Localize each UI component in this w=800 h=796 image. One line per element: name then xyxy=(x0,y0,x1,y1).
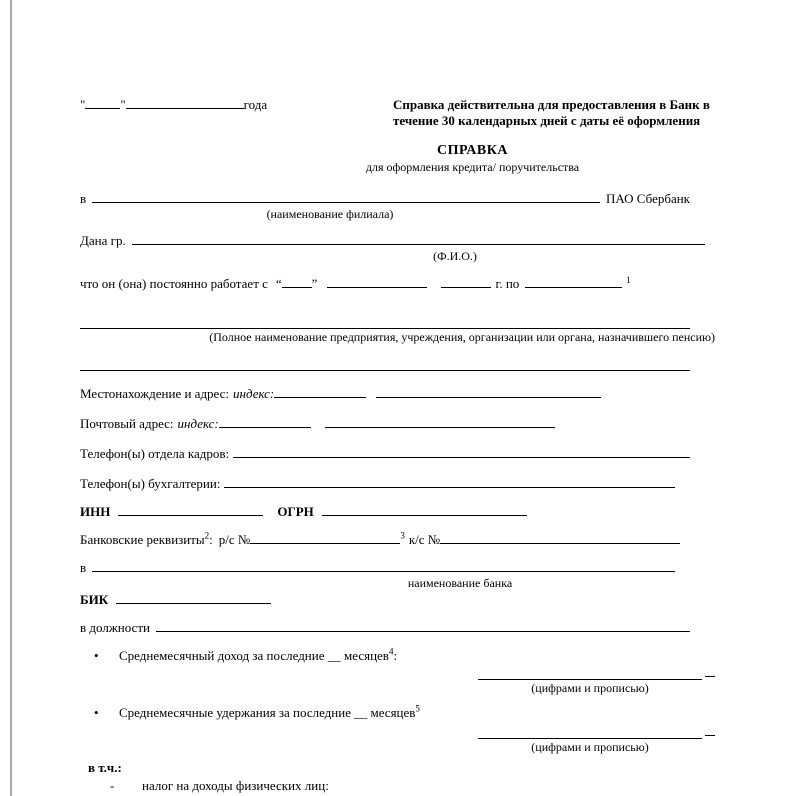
bank-name-prefix: в xyxy=(80,560,87,575)
bullet-icon: • xyxy=(94,648,99,663)
hr-phone-row xyxy=(80,446,690,462)
postal-row xyxy=(80,416,715,432)
income-amount-line[interactable] xyxy=(478,669,702,680)
position-row xyxy=(80,620,690,636)
footnote-2: 2 xyxy=(204,530,210,541)
hr-phone-label: Телефон(ы) отдела кадров: xyxy=(80,446,230,461)
document-title: СПРАВКА xyxy=(437,143,508,158)
ks-label: к/с № xyxy=(408,532,441,547)
document-title-block xyxy=(80,143,715,175)
footnote-4: 4 xyxy=(388,646,394,657)
employment-open-quote: “ xyxy=(275,276,282,291)
recipient-label: Дана гр. xyxy=(80,233,126,248)
organization-name-line-1[interactable] xyxy=(80,316,690,329)
tax-amount-line[interactable] xyxy=(478,789,710,796)
bank-name-blank[interactable] xyxy=(92,560,675,572)
tax-label: налог на доходы физических лиц: xyxy=(142,778,329,793)
fio-caption: (Ф.И.О.) xyxy=(433,249,477,263)
avg-deductions-item xyxy=(80,705,715,721)
work-start-month-blank[interactable] xyxy=(327,276,427,288)
ogrn-blank[interactable] xyxy=(322,504,527,516)
bank-details-label: Банковские реквизиты xyxy=(80,532,205,547)
employment-row xyxy=(80,276,715,292)
bank-name-caption: наименование банка xyxy=(407,576,513,590)
date-suffix: года xyxy=(243,97,268,112)
branch-caption: (наименование филиала) xyxy=(266,207,394,221)
document-content xyxy=(80,0,715,796)
date-month-blank[interactable] xyxy=(126,97,244,109)
work-start-year-blank[interactable] xyxy=(441,276,491,288)
date-line xyxy=(80,97,267,113)
branch-bank-name: ПАО Сбербанк xyxy=(606,191,690,206)
employment-date-suffix: г. по xyxy=(495,276,520,291)
branch-name-blank[interactable] xyxy=(92,191,600,203)
position-label: в должности xyxy=(80,620,150,635)
employment-close-quote: ” xyxy=(311,276,318,291)
recipient-row xyxy=(80,233,705,249)
postal-index-label: индекс: xyxy=(177,416,219,431)
including-label: в т.ч.: xyxy=(88,760,122,775)
avg-income-item xyxy=(80,648,715,664)
header-row xyxy=(80,0,715,129)
bank-details-colon: : xyxy=(209,532,213,547)
income-amount-tick xyxy=(705,666,715,677)
footnote-1: 1 xyxy=(626,274,631,285)
inn-ogrn-row xyxy=(80,504,715,520)
postal-label: Почтовый адрес: xyxy=(80,416,174,431)
branch-prefix: в xyxy=(80,191,87,206)
tax-dash: - xyxy=(110,778,115,793)
date-open-quote: " xyxy=(80,97,86,112)
position-blank[interactable] xyxy=(156,620,690,632)
footnote-3: 3 xyxy=(400,530,405,541)
avg-deductions-label: Среднемесячные удержания за последние __ месяцев$^5$ xyxy=(119,703,420,720)
figures-caption-deductions: (цифрами и прописью) xyxy=(531,740,649,754)
document-subtitle: для оформления кредита/ поручительства xyxy=(365,160,580,174)
work-end-blank[interactable] xyxy=(525,276,622,288)
rs-account-blank[interactable] xyxy=(250,532,400,544)
deductions-amount-line[interactable] xyxy=(478,728,702,739)
recipient-name-blank[interactable] xyxy=(132,233,705,245)
date-day-blank[interactable] xyxy=(85,97,120,109)
postal-index-blank[interactable] xyxy=(219,416,311,428)
ogrn-label: ОГРН xyxy=(277,504,314,519)
bank-name-row xyxy=(80,560,675,576)
rs-label: р/с № xyxy=(218,532,251,547)
tax-amount-row xyxy=(478,789,715,796)
accounting-phone-blank[interactable] xyxy=(224,476,675,488)
location-label: Местонахождение и адрес: xyxy=(80,386,230,401)
footnote-5: 5 xyxy=(415,703,420,714)
branch-row xyxy=(80,191,690,207)
inn-label: ИНН xyxy=(80,504,111,519)
location-index-blank[interactable] xyxy=(274,386,366,398)
organization-name-line-2[interactable] xyxy=(80,358,690,371)
figures-caption-income: (цифрами и прописью) xyxy=(531,681,649,695)
deductions-amount-tick xyxy=(705,725,715,736)
location-address-blank[interactable] xyxy=(376,386,601,398)
postal-address-blank[interactable] xyxy=(325,416,555,428)
deductions-amount-row xyxy=(478,725,715,739)
date-close-quote: " xyxy=(120,97,126,112)
accounting-phone-label: Телефон(ы) бухгалтерии: xyxy=(80,476,221,491)
bik-blank[interactable] xyxy=(116,592,271,604)
accounting-phone-row xyxy=(80,476,675,492)
page-left-border xyxy=(10,0,12,796)
organization-caption: (Полное наименование предприятия, учреждения, организации или органа, назначившего пенсию) xyxy=(209,330,715,344)
location-index-label: индекс: xyxy=(233,386,275,401)
bullet-icon: • xyxy=(94,705,99,720)
avg-income-label: Среднемесячный доход за последние __ месяцев$^4$: xyxy=(119,646,398,663)
bik-row xyxy=(80,592,715,608)
location-row xyxy=(80,386,715,402)
hr-phone-blank[interactable] xyxy=(233,446,690,458)
work-start-day-blank[interactable] xyxy=(282,276,312,288)
validity-notice: Справка действительна для предоставления в Банк в течение 30 календарных дней с даты её оформления xyxy=(393,97,710,128)
bank-details-row xyxy=(80,532,715,548)
ks-account-blank[interactable] xyxy=(440,532,680,544)
inn-blank[interactable] xyxy=(118,504,263,516)
income-amount-row xyxy=(478,666,715,680)
bik-label: БИК xyxy=(80,592,109,607)
employment-label: что он (она) постоянно работает с xyxy=(80,276,268,291)
